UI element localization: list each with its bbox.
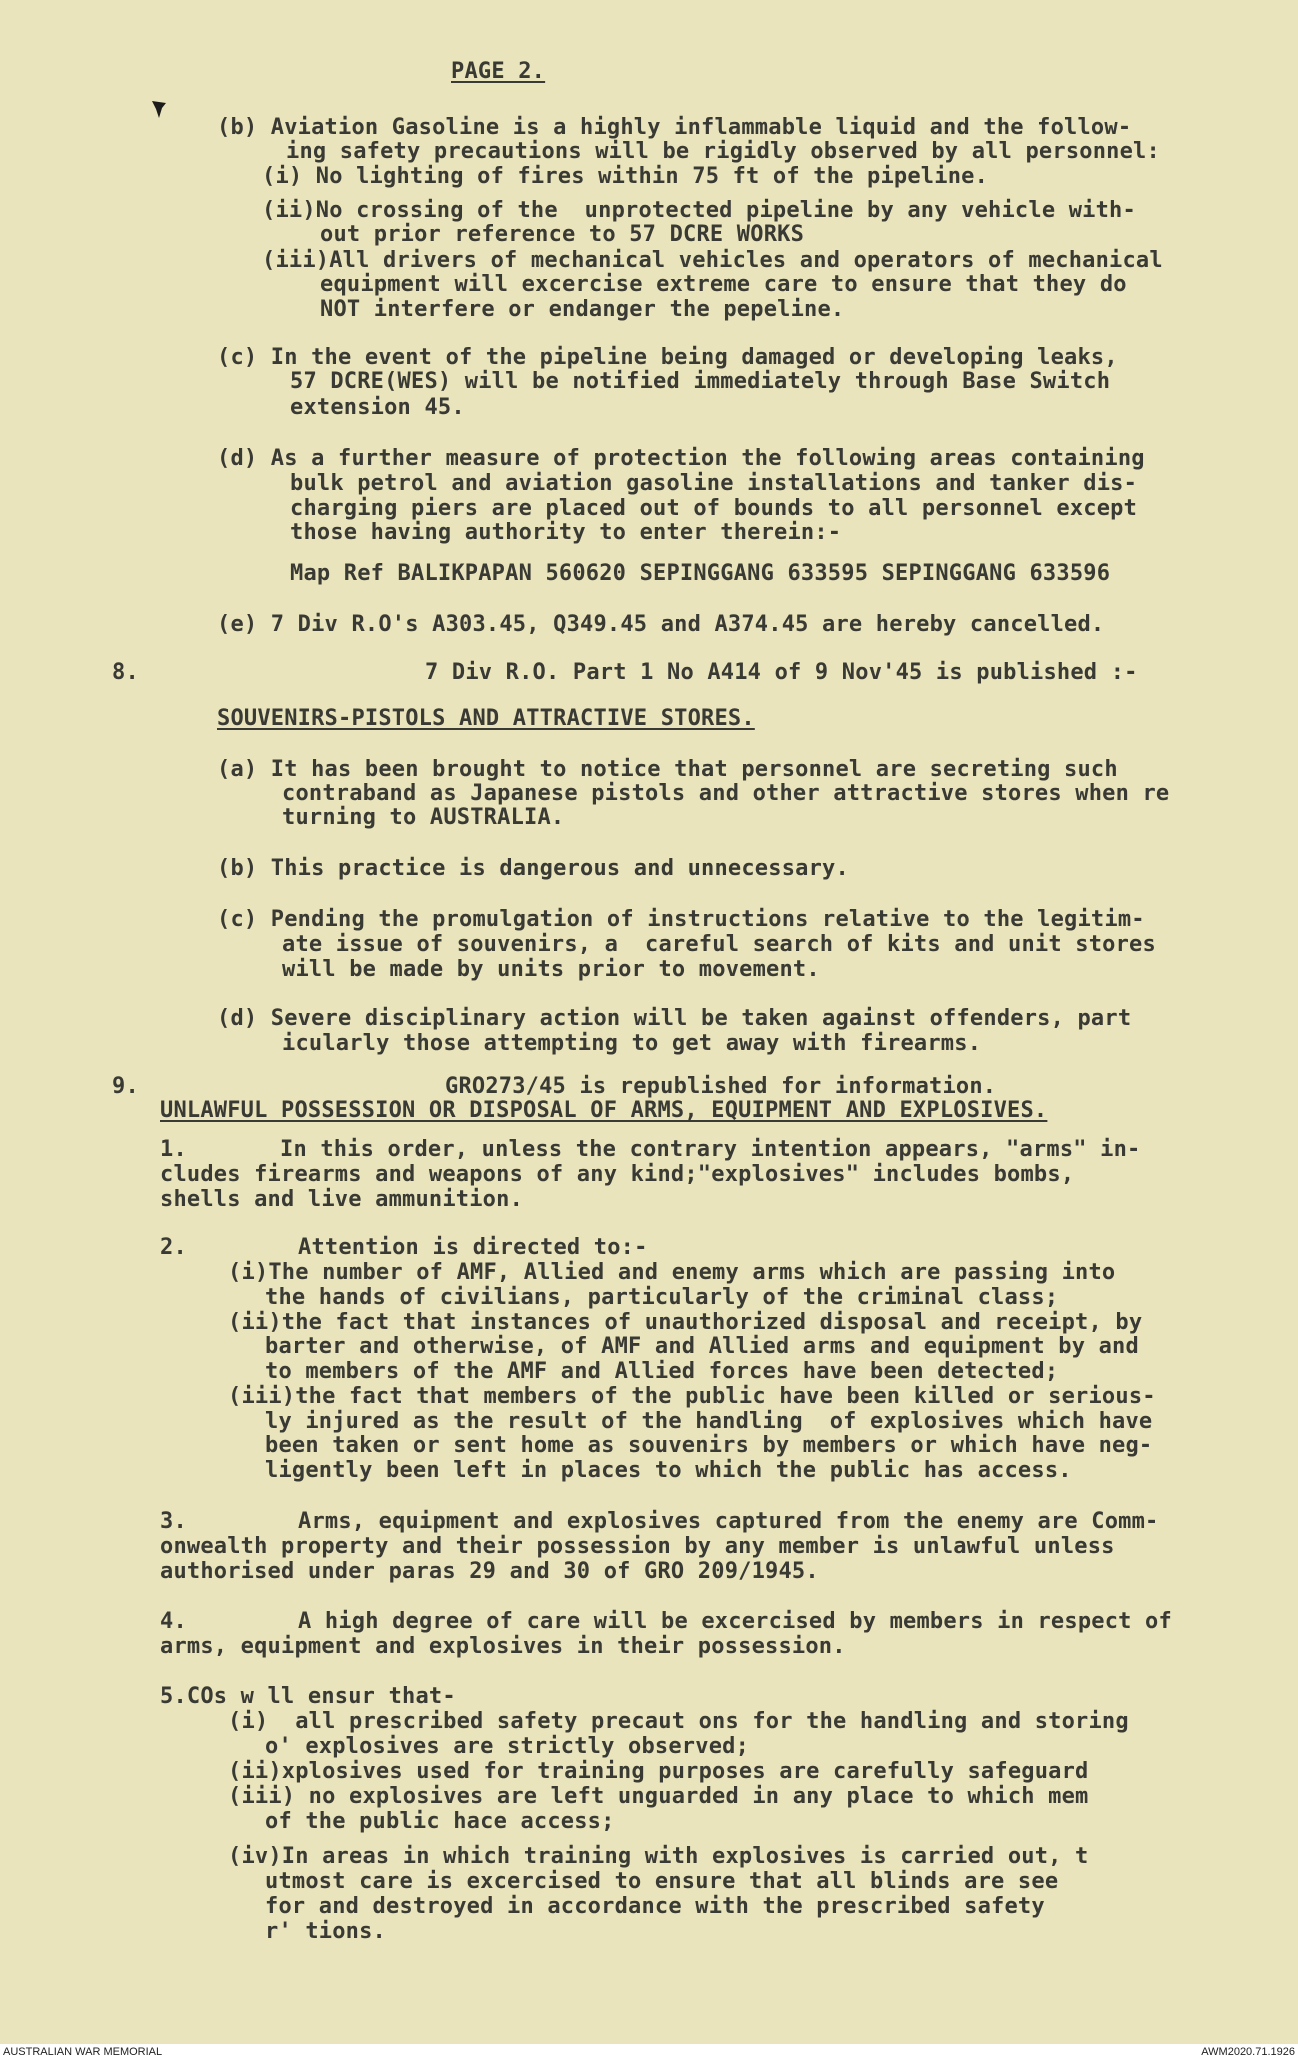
paragraph-number: 2. <box>160 1235 187 1260</box>
text-line: (b) Aviation Gasoline is a highly inflammable liquid and the follow- <box>217 115 1132 140</box>
text-line: 5.COs w ll ensur that- <box>160 1684 456 1709</box>
text-line: authorised under paras 29 and 30 of GRO 209/1945. <box>160 1559 819 1584</box>
text-line: (b) This practice is dangerous and unnecessary. <box>217 856 849 881</box>
text-line: r' tions. <box>265 1919 387 1944</box>
text-line: ligently been left in places to which the public has access. <box>265 1458 1072 1483</box>
footer-accession-number: AWM2020.71.1926 <box>1201 2046 1295 2058</box>
section-heading: SOUVENIRS-PISTOLS AND ATTRACTIVE STORES. <box>217 706 755 731</box>
text-line: o' explosives are strictly observed; <box>265 1734 750 1759</box>
text-line: (ii)xplosives used for training purposes are carefully safeguard <box>228 1759 1089 1784</box>
text-line: In this order, unless the contrary intention appears, "arms" in- <box>280 1137 1141 1162</box>
text-line: (c) Pending the promulgation of instructions relative to the legitim- <box>217 907 1145 932</box>
text-line: (iv)In areas in which training with explosives is carried out, t <box>228 1844 1089 1869</box>
text-line: Map Ref BALIKPAPAN 560620 SEPINGGANG 633595 SEPINGGANG 633596 <box>290 561 1111 586</box>
text-line: (ii)No crossing of the unprotected pipeline by any vehicle with- <box>262 198 1136 223</box>
text-line: to members of the AMF and Allied forces have been detected; <box>265 1359 1059 1384</box>
text-line: (c) In the event of the pipeline being damaged or developing leaks, <box>217 345 1118 370</box>
text-line: (i) all prescribed safety precaut ons for the handling and storing <box>228 1709 1129 1734</box>
text-line: ing safety precautions will be rigidly observed by all personnel: <box>286 139 1160 164</box>
text-line: (iii) no explosives are left unguarded in any place to which mem <box>228 1784 1089 1809</box>
text-line: charging piers are placed out of bounds to all personnel except <box>290 496 1138 521</box>
punch-hole-mark <box>150 98 170 120</box>
text-line: will be made by units prior to movement. <box>282 957 820 982</box>
text-line: 7 Div R.O. Part 1 No A414 of 9 Nov'45 is published :- <box>425 660 1138 685</box>
section-heading: UNLAWFUL POSSESSION OR DISPOSAL OF ARMS, EQUIPMENT AND EXPLOSIVES. <box>160 1098 1048 1123</box>
text-line: icularly those attempting to get away with firearms. <box>282 1031 982 1056</box>
text-line: extension 45. <box>290 395 465 420</box>
text-line: (d) Severe disciplinary action will be taken against offenders, part <box>217 1006 1132 1031</box>
text-line: turning to AUSTRALIA. <box>282 805 565 830</box>
text-line: (d) As a further measure of protection the following areas containing <box>217 446 1145 471</box>
paragraph-number: 4. <box>160 1609 187 1634</box>
text-line: (i) No lighting of fires within 75 ft of the pipeline. <box>262 164 989 189</box>
footer-source: AUSTRALIAN WAR MEMORIAL <box>3 2046 163 2058</box>
text-line: onwealth property and their possession by any member is unlawful unless <box>160 1534 1115 1559</box>
text-line: arms, equipment and explosives in their possession. <box>160 1634 846 1659</box>
text-line: (ii)the fact that instances of unauthorized disposal and receipt, by <box>228 1310 1143 1335</box>
text-line: Arms, equipment and explosives captured from the enemy are Comm- <box>298 1509 1159 1534</box>
text-line: GRO273/45 is republished for information. <box>445 1074 997 1099</box>
paragraph-number: 8. <box>112 660 139 685</box>
text-line: (i)The number of AMF, Allied and enemy arms which are passing into <box>228 1260 1116 1285</box>
paragraph-number: 1. <box>160 1137 187 1162</box>
text-line: shells and live ammunition. <box>160 1187 524 1212</box>
text-line: equipment will excercise extreme care to ensure that they do <box>320 272 1127 297</box>
page-header: PAGE 2. <box>451 59 546 84</box>
paragraph-number: 9. <box>112 1074 139 1099</box>
text-line: for and destroyed in accordance with the prescribed safety <box>265 1894 1045 1919</box>
text-line: cludes firearms and weapons of any kind;"explosives" includes bombs, <box>160 1162 1075 1187</box>
text-line: Attention is directed to:- <box>298 1235 648 1260</box>
text-line: A high degree of care will be excercised by members in respect of <box>298 1609 1172 1634</box>
paragraph-number: 3. <box>160 1509 187 1534</box>
text-line: 57 DCRE(WES) will be notified immediately through Base Switch <box>290 369 1111 394</box>
footer-bar <box>0 2044 1298 2061</box>
text-line: ate issue of souvenirs, a careful search of kits and unit stores <box>282 932 1156 957</box>
text-line: utmost care is excercised to ensure that all blinds are see <box>265 1869 1059 1894</box>
text-line: contraband as Japanese pistols and other attractive stores when re <box>282 781 1170 806</box>
text-line: (a) It has been brought to notice that personnel are secreting such <box>217 757 1118 782</box>
text-line: ly injured as the result of the handling of explosives which have <box>265 1409 1153 1434</box>
text-line: of the public hace access; <box>265 1809 615 1834</box>
text-line: been taken or sent home as souvenirs by members or which have neg- <box>265 1433 1153 1458</box>
text-line: (iii)the fact that members of the public have been killed or serious- <box>228 1384 1156 1409</box>
text-line: the hands of civilians, particularly of the criminal class; <box>265 1285 1059 1310</box>
text-line: bulk petrol and aviation gasoline installations and tanker dis- <box>290 471 1138 496</box>
text-line: NOT interfere or endanger the pepeline. <box>320 297 845 322</box>
text-line: out prior reference to 57 DCRE WORKS <box>320 222 805 247</box>
text-line: (iii)All drivers of mechanical vehicles and operators of mechanical <box>262 248 1163 273</box>
text-line: those having authority to enter therein:- <box>290 520 842 545</box>
text-line: barter and otherwise, of AMF and Allied arms and equipment by and <box>265 1334 1139 1359</box>
text-line: (e) 7 Div R.O's A303.45, Q349.45 and A374.45 are hereby cancelled. <box>217 612 1105 637</box>
